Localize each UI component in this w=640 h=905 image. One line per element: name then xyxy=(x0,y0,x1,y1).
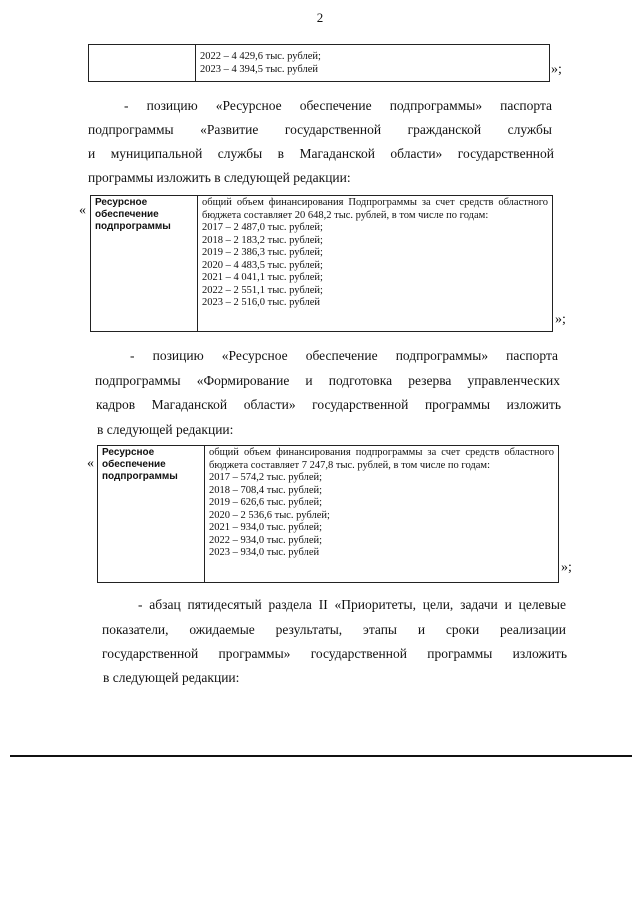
year-line: 2021 – 934,0 тыс. рублей; xyxy=(209,522,323,533)
value-cell xyxy=(198,196,553,332)
value-cell xyxy=(196,45,550,82)
funding-table-continued xyxy=(88,44,550,82)
year-line: 2019 – 2 386,3 тыс. рублей; xyxy=(202,247,323,258)
year-line: 2022 – 4 429,6 тыс. рублей; xyxy=(200,51,321,62)
text-line: и муниципальной службы в Магаданской области» государственной xyxy=(88,146,554,161)
funding-table-personnel-reserve xyxy=(97,445,559,583)
year-line: 2017 – 2 487,0 тыс. рублей; xyxy=(202,222,323,233)
closing-quote: »; xyxy=(555,312,566,327)
page-number: 2 xyxy=(316,10,324,25)
year-line: 2017 – 574,2 тыс. рублей; xyxy=(209,472,323,483)
closing-quote: »; xyxy=(551,62,562,77)
funding-intro: общий объем финансирования Подпрограммы за счет средств областного бюджета составляет 20 648,2 тыс. рублей, в том числе по годам: xyxy=(202,197,548,221)
year-line: 2022 – 2 551,1 тыс. рублей; xyxy=(202,284,323,296)
text-line: государственной программы» государственной программы изложить xyxy=(102,646,567,661)
year-line: 2018 – 708,4 тыс. рублей; xyxy=(209,484,323,496)
year-line: 2018 – 2 183,2 тыс. рублей; xyxy=(202,234,323,246)
year-line: 2023 – 934,0 тыс. рублей xyxy=(209,547,320,558)
closing-quote: »; xyxy=(561,560,572,575)
footer-divider xyxy=(10,755,632,757)
year-line: 2023 – 2 516,0 тыс. рублей xyxy=(202,297,321,308)
year-line: 2021 – 4 041,1 тыс. рублей; xyxy=(202,272,323,283)
text-line: в следующей редакции: xyxy=(97,422,234,437)
label-cell xyxy=(89,45,196,82)
year-line: 2020 – 4 483,5 тыс. рублей; xyxy=(202,259,323,271)
text-line: - позицию «Ресурсное обеспечение подпрограммы» паспорта xyxy=(130,348,558,363)
label-cell: Ресурсное обеспечение подпрограммы xyxy=(91,196,198,332)
year-line: 2022 – 934,0 тыс. рублей; xyxy=(209,534,323,546)
year-line: 2020 – 2 536,6 тыс. рублей; xyxy=(209,509,330,521)
year-line: 2019 – 626,6 тыс. рублей; xyxy=(209,497,323,508)
text-line: - позицию «Ресурсное обеспечение подпрограммы» паспорта xyxy=(124,98,552,113)
label-cell: Ресурсное обеспечение подпрограммы xyxy=(98,446,205,583)
opening-quote: « xyxy=(79,203,86,218)
year-line: 2023 – 4 394,5 тыс. рублей xyxy=(200,63,319,75)
text-line: программы изложить в следующей редакции: xyxy=(88,170,351,185)
funding-table-civil-service xyxy=(90,195,553,332)
text-line: - абзац пятидесятый раздела II «Приоритеты, цели, задачи и целевые xyxy=(138,597,566,612)
value-cell xyxy=(205,446,559,583)
text-line: подпрограммы «Формирование и подготовка резерва управленческих xyxy=(95,373,560,388)
opening-quote: « xyxy=(87,456,94,471)
text-line: подпрограммы «Развитие государственной гражданской службы xyxy=(88,122,552,137)
text-line: кадров Магаданской области» государственной программы изложить xyxy=(96,397,561,412)
text-line: в следующей редакции: xyxy=(103,670,240,685)
funding-intro: общий объем финансирования подпрограммы за счет средств областного бюджета составляет 7 247,8 тыс. рублей, в том числе по годам: xyxy=(209,447,554,471)
text-line: показатели, ожидаемые результаты, этапы и сроки реализации xyxy=(102,622,566,637)
